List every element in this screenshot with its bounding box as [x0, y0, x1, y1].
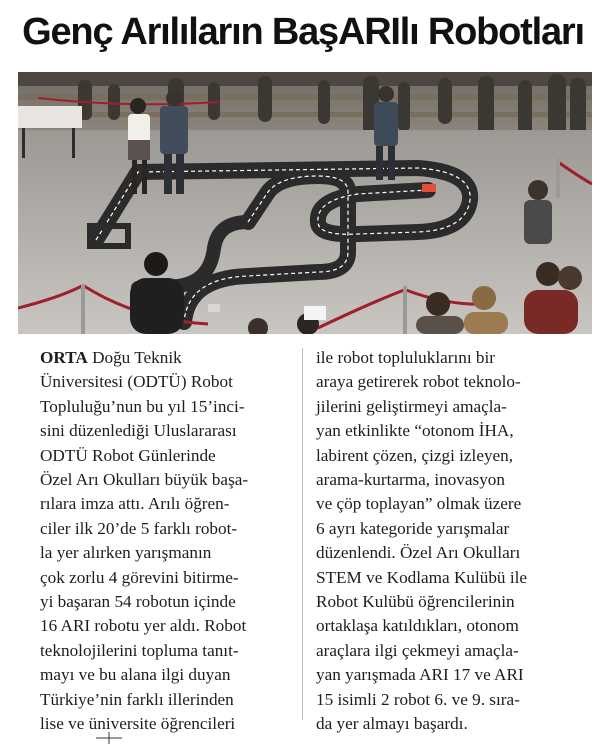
column-divider [302, 348, 303, 720]
headline: Genç Arılıların BaşARIlı Robotları [22, 11, 584, 53]
crop-mark [96, 732, 122, 744]
article-photo [18, 72, 592, 334]
article-column-left [40, 346, 292, 737]
article-column-right [316, 346, 592, 737]
article-text-left [40, 346, 292, 737]
right-column-text: ile robot topluluklarını bir araya getirerek robot teknolo- jilerini geliştirmeyi amaçla- yan etkinlikte “otonom İHA, labirent çözen, çizgi izleyen, arama-kurtarma, inovasyon ve çöp toplayan” olmak üzere 6 ayrı kategoride yarışmalar düzenlendi. Özel Arı Okulları STEM ve Kodlama Kulübü ile Robot Kulübü öğrencilerinin ortaklaşa katıldıkları, otonom araçlara ilgi çekmeyi amaçla- yan yarışmada ARI 17 ve ARI 15 isimli 2 robot 6. ve 9. sıra- da yer almayı başardı. [316, 348, 527, 734]
left-column-text: Doğu Teknik Üniversitesi (ODTÜ) Robot Topluluğu’nun bu yıl 15’inci- sini düzenlediği Uluslararası ODTÜ Robot Günlerinde Özel Arı Okulları büyük başa- rılara imza attı. Arılı öğren- ciler ilk 20’de 5 farklı robot- la yer alırken yarışmanın çok zorlu 4 görevini bitirme- yi başaran 54 robotun içinde 16 ARI robotu yer aldı. Robot teknolojilerini topluma tanıt- mayı ve bu alana ilgi duyan Türkiye’nin farklı illerinden lise ve üniversite öğrencileri [40, 348, 249, 734]
lead-word: ORTA [40, 348, 88, 367]
